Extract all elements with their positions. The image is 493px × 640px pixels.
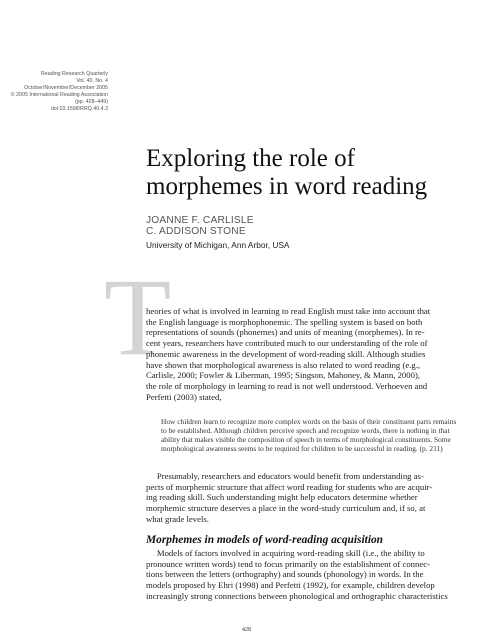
text-line: increasingly strong connections between phonological and orthographic characteristics: [146, 590, 448, 601]
author-affiliation: University of Michigan, Ann Arbor, USA: [146, 240, 290, 250]
author-name: JOANNE F. CARLISLE: [146, 215, 254, 226]
author-name: C. ADDISON STONE: [146, 225, 246, 237]
text-line: pronounce written words) tend to focus primarily on the establishment of connec-: [146, 558, 430, 569]
text-line: Presumably, researchers and educators would benefit from understanding as-: [146, 471, 424, 481]
article-title: [146, 145, 466, 201]
section-heading: Morphemes in models of word-reading acquisition: [146, 534, 384, 546]
masthead-issue-date: October/November/December 2005: [24, 84, 108, 91]
text-line: cent years, researchers have contributed much to our understanding of the role of: [146, 338, 428, 349]
drop-cap: T: [104, 256, 172, 378]
block-quote: [161, 417, 466, 453]
title-line: Exploring the role of: [146, 145, 355, 172]
masthead-journal-name: Reading Research Quarterly: [40, 71, 108, 77]
text-line: tions between the letters (orthography) and sounds (phonology) in words. In the: [146, 569, 424, 580]
page-number: 428: [242, 627, 251, 633]
text-line: Carlisle, 2000; Fowler & Liberman, 1995; Singson, Mahoney, & Mann, 2000),: [146, 370, 421, 381]
text-line: Models of factors involved in acquiring word-reading skill (i.e., the ability to: [146, 548, 425, 558]
journal-masthead: [11, 71, 108, 112]
text-line: models proposed by Ehri (1998) and Perfetti (1992), for example, children develop: [146, 580, 435, 591]
masthead-doi: doi:10.1598/RRQ.40.4.3: [50, 105, 108, 112]
text-line: heories of what is involved in learning to read English must take into account that: [146, 306, 431, 316]
masthead-copyright: © 2005 International Reading Association: [10, 91, 108, 98]
text-line: the role of morphology in learning to read is not well understood. Verhoeven and: [146, 380, 428, 391]
quote-line: ability that makes visible the composition of speech in terms of morphological constituents. Some: [161, 435, 451, 445]
text-line: ing reading skill. Such understanding might help educators determine whether: [146, 492, 418, 503]
body-paragraph-3: [146, 548, 466, 602]
masthead-volume: Vol. 40, No. 4: [76, 77, 108, 84]
text-line: what grade levels.: [146, 513, 209, 524]
text-line: have shown that morphological awareness is also related to word reading (e.g.,: [146, 359, 421, 370]
quote-line: morphological awareness seems to be required for children to be successful in reading. (p. 211): [161, 444, 443, 454]
author-list: [146, 216, 254, 237]
quote-line: How children learn to recognize more complex words on the basis of their constituent parts remains: [161, 417, 457, 426]
text-line: morphemic structure deserves a place in the word-study curriculum and, if so, at: [146, 503, 426, 514]
masthead-pages: (pp. 428–449): [75, 98, 108, 105]
body-paragraph-1: [146, 306, 466, 402]
text-line: phonemic awareness in the development of word-reading skill. Although studies: [146, 348, 426, 359]
text-line: the English language is morphophonemic. The spelling system is based on both: [146, 316, 423, 327]
text-line: Perfetti (2003) stated,: [146, 391, 222, 402]
quote-line: to be established. Although children perceive speech and recognize words, there is nothing in that: [161, 426, 450, 436]
text-line: representations of sounds (phonemes) and units of meaning (morphemes). In re-: [146, 327, 425, 338]
text-line: pects of morphemic structure that affect word reading for students who are acquir-: [146, 481, 433, 492]
title-line: morphemes in word reading: [146, 173, 428, 200]
body-paragraph-2: [146, 471, 466, 525]
